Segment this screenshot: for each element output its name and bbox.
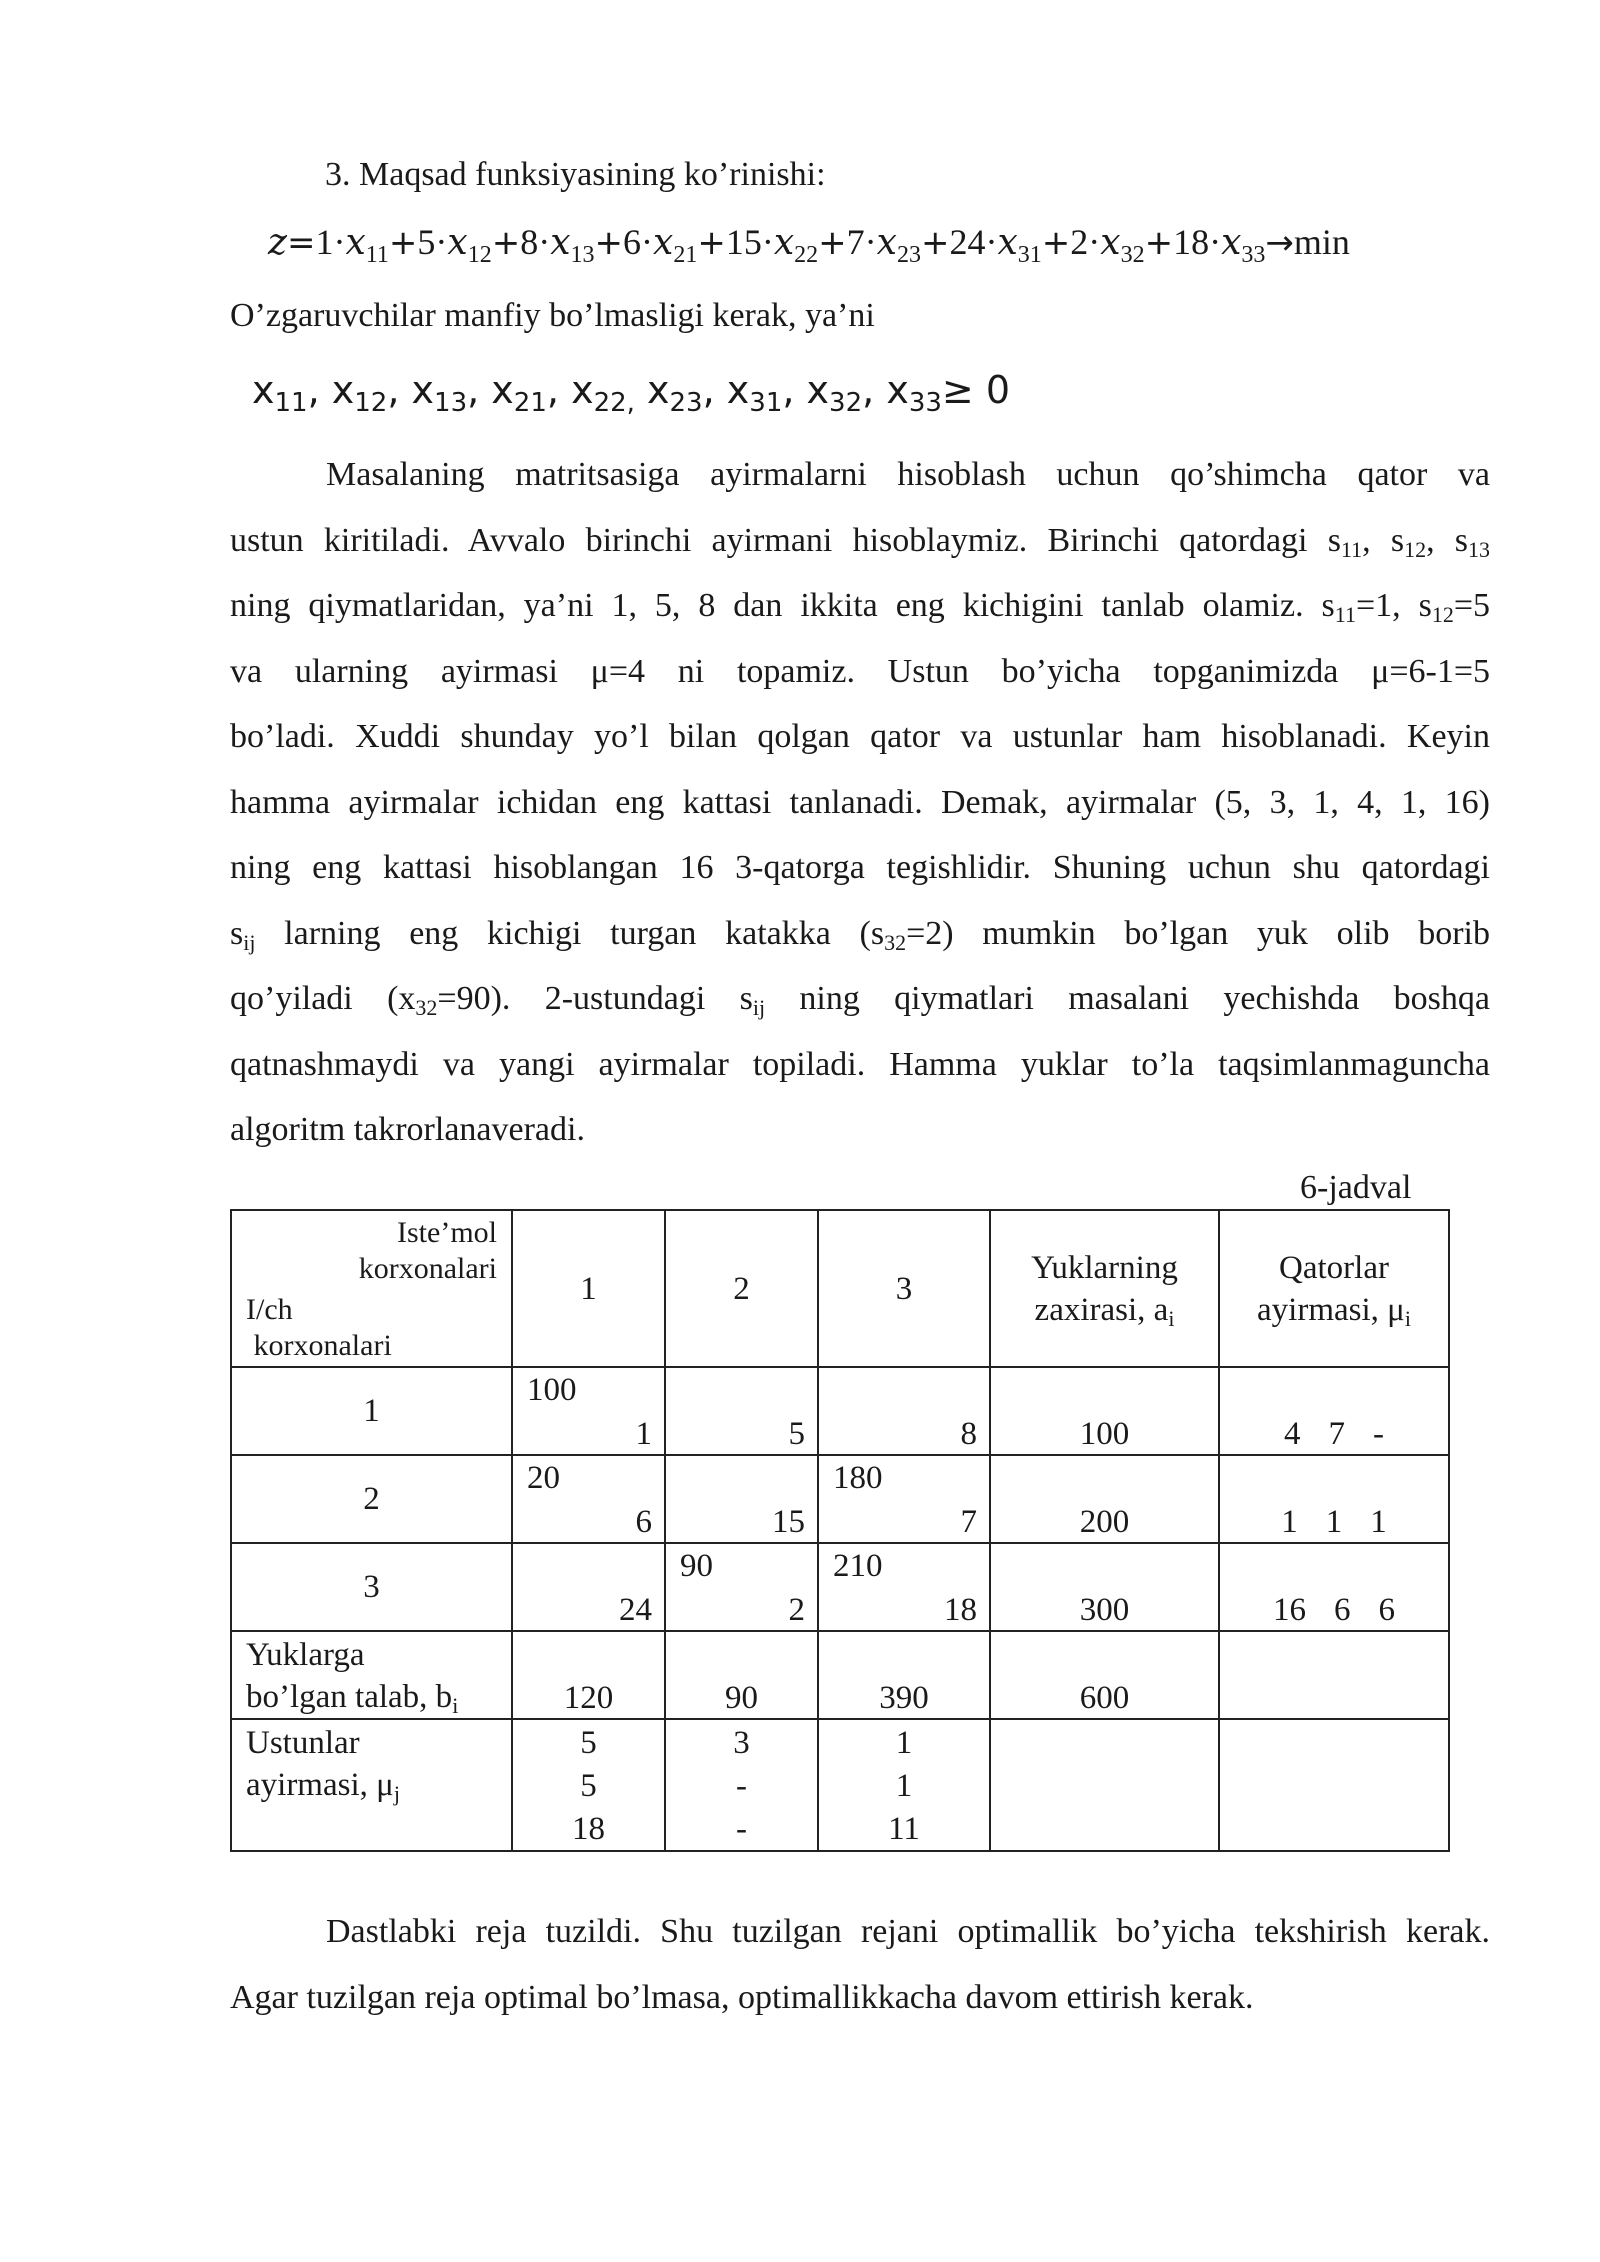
coldiff-value: 5 <box>580 1725 597 1761</box>
subscript: i <box>452 1693 459 1718</box>
demand-value: 390 <box>879 1680 929 1716</box>
objective-plus: + <box>491 223 521 263</box>
objective-coefficient: 15 <box>725 222 762 262</box>
supply-header <box>990 1210 1219 1367</box>
demand-value: 120 <box>563 1680 614 1716</box>
unit-cost-value: 5 <box>788 1416 805 1452</box>
demand-label <box>246 1634 458 1718</box>
multiply-dot: · <box>864 222 877 262</box>
nonneg-variable: x <box>886 368 909 412</box>
objective-variable: x <box>550 222 571 263</box>
unit-cost-value: 2 <box>788 1592 805 1628</box>
para1-line: algoritm takrorlanaveradi. <box>230 1111 585 1148</box>
corner-text: korxonalari <box>246 1329 392 1362</box>
label-text-span: ayirmasi, μ <box>246 1767 394 1803</box>
coldiff-value: 3 <box>733 1725 750 1761</box>
variable-index: 13 <box>570 242 595 268</box>
separator: , <box>546 368 572 412</box>
nonneg-variable-list <box>252 368 942 418</box>
para1-line <box>230 573 1490 639</box>
para1-line <box>230 508 1490 574</box>
para1-line: ning eng kattasi hisoblangan 16 3-qatorga tegishlidir. Shuning uchun shu qatordagi <box>230 849 1490 886</box>
section-heading: 3. Maqsad funksiyasining ko’rinishi: <box>325 156 826 193</box>
supply-value: 200 <box>1079 1504 1130 1540</box>
subscript: 12 <box>1431 602 1454 627</box>
supply-cell <box>990 1543 1219 1631</box>
coldiff-value: 1 <box>895 1725 913 1761</box>
separator: , <box>387 368 412 412</box>
corner-producers <box>246 1292 392 1364</box>
supply-cell <box>990 1367 1219 1455</box>
objective-plus: + <box>818 223 847 263</box>
paragraph-conclusion <box>230 1899 1490 2030</box>
separator: , <box>702 368 727 412</box>
variable-index: 21 <box>673 242 698 268</box>
subscript: i <box>1404 1305 1411 1331</box>
row-diff-value: 1 <box>1325 1504 1343 1540</box>
multiply-dot: · <box>1088 222 1101 262</box>
objective-function <box>268 222 1350 268</box>
text-span: ning qiymatlaridan, ya’ni 1, 5, 8 dan ikkita eng kichigini tanlab olamiz. s <box>230 587 1335 624</box>
multiply-dot: · <box>333 222 346 262</box>
coldiff-cell <box>665 1719 818 1851</box>
coldiff-cell <box>818 1719 990 1851</box>
objective-variable: x <box>345 222 366 263</box>
objective-variable: x <box>773 222 795 263</box>
variable-index: 12 <box>467 242 492 268</box>
variable-index: 23 <box>896 242 921 268</box>
column-header: 2 <box>665 1210 818 1367</box>
paragraph-method <box>230 442 1490 1163</box>
row-diff-value: - <box>1373 1416 1384 1452</box>
subscript: 11 <box>1334 602 1356 627</box>
coldiff-label <box>246 1722 400 1806</box>
objective-plus: + <box>388 223 418 263</box>
allocation-value: 100 <box>527 1372 577 1408</box>
table-header-row <box>231 1210 1449 1367</box>
subscript: 13 <box>1468 536 1490 562</box>
table-row <box>231 1367 1449 1455</box>
objective-z: z <box>268 222 287 263</box>
objective-coefficient: 7 <box>846 222 865 262</box>
nonneg-inequality: ≥ 0 <box>941 368 1011 412</box>
table-caption: 6-jadval <box>1300 1169 1412 1206</box>
text-span: , s <box>1362 521 1405 559</box>
variable-index: 32 <box>829 388 863 418</box>
subscript: i <box>1168 1305 1175 1331</box>
coldiff-stack <box>513 1722 664 1851</box>
variable-index: 32 <box>1120 242 1145 268</box>
separator: , <box>782 368 807 412</box>
demand-cell <box>818 1631 990 1719</box>
unit-cost-value: 24 <box>619 1592 652 1628</box>
unit-cost-value: 1 <box>635 1416 652 1452</box>
objective-coefficient: 1 <box>315 222 334 262</box>
separator: , <box>307 368 332 412</box>
coldiff-value: 11 <box>888 1811 920 1847</box>
row-diff-value: 6 <box>1378 1592 1395 1628</box>
variable-index: 13 <box>434 388 468 418</box>
para1-line <box>230 966 1490 1032</box>
objective-variable: x <box>876 222 897 263</box>
coldiff-value: - <box>736 1811 747 1847</box>
cost-cell <box>818 1543 990 1631</box>
text-span: =5 <box>1453 587 1491 624</box>
header-text <box>991 1289 1218 1331</box>
allocation-value: 180 <box>833 1460 883 1496</box>
variable-index: 22, <box>593 388 635 418</box>
coldiff-stack <box>819 1722 989 1851</box>
para1-line: hamma ayirmalar ichidan eng kattasi tanlanadi. Demak, ayirmalar (5, 3, 1, 4, 1, 16) <box>230 783 1490 821</box>
label-text <box>246 1676 458 1718</box>
nonneg-variable: x <box>252 368 275 412</box>
unit-cost-value: 7 <box>960 1504 977 1540</box>
nonneg-variable: x <box>491 368 514 412</box>
nonneg-variable: x <box>726 368 750 412</box>
subscript: 32 <box>884 929 907 955</box>
corner-text: korxonalari <box>358 1252 497 1285</box>
objective-coefficient: 24 <box>949 222 986 262</box>
objective-variable: x <box>997 222 1018 263</box>
objective-variable: x <box>653 222 674 263</box>
cost-cell <box>512 1543 665 1631</box>
separator <box>635 368 647 412</box>
table-row <box>231 1455 1449 1543</box>
total-value: 600 <box>1079 1680 1130 1716</box>
para1-line: Masalaning matritsasiga ayirmalarni hisoblash uchun qo’shimcha qator va <box>326 456 1490 493</box>
objective-coefficient: 5 <box>417 222 436 262</box>
label-text: Yuklarga <box>246 1637 365 1673</box>
header-text: Qatorlar <box>1279 1249 1389 1286</box>
demand-value: 90 <box>725 1680 758 1716</box>
label-text-span: bo’lgan talab, b <box>246 1679 453 1715</box>
subscript: ij <box>243 929 256 955</box>
objective-goal: min <box>1293 222 1350 262</box>
cost-cell <box>512 1455 665 1543</box>
objective-terms <box>315 222 1266 268</box>
variable-index: 22 <box>794 242 819 268</box>
empty-cell <box>1219 1719 1449 1851</box>
objective-coefficient: 2 <box>1070 222 1089 262</box>
subscript: ij <box>752 995 766 1020</box>
objective-coefficient: 18 <box>1173 222 1210 262</box>
row-diff-cell <box>1219 1455 1449 1543</box>
header-text: Yuklarning <box>1031 1249 1178 1286</box>
row-diff-value: 16 <box>1273 1592 1306 1628</box>
unit-cost-value: 15 <box>772 1504 805 1540</box>
para2-line: Agar tuzilgan reja optimal bo’lmasa, optimallikkacha davom ettirish kerak. <box>230 1978 1254 2016</box>
corner-text: I/ch <box>246 1293 293 1326</box>
supply-cell <box>990 1455 1219 1543</box>
row-diff-cell <box>1219 1367 1449 1455</box>
text-span: , s <box>1426 521 1468 559</box>
objective-plus: + <box>920 223 950 263</box>
empty-cell <box>990 1719 1219 1851</box>
text-span: =90). 2-ustundagi s <box>437 980 753 1017</box>
corner-header-cell <box>231 1210 512 1367</box>
nonneg-variables <box>252 368 1011 418</box>
demand-label-cell <box>231 1631 512 1719</box>
corner-text: Iste’mol <box>397 1216 497 1249</box>
row-label-cell: 2 <box>231 1455 512 1543</box>
unit-cost-value: 6 <box>635 1504 652 1540</box>
variable-index: 23 <box>669 388 703 418</box>
objective-variable: x <box>1221 222 1242 263</box>
label-text <box>246 1764 400 1806</box>
subscript: 12 <box>1404 536 1427 562</box>
subscript: j <box>393 1781 400 1806</box>
nonneg-variable: x <box>806 368 830 412</box>
demand-cell <box>665 1631 818 1719</box>
unit-cost-value: 18 <box>944 1592 977 1628</box>
variable-index: 11 <box>274 388 308 418</box>
multiply-dot: · <box>761 222 774 262</box>
corner-consumers <box>359 1215 497 1287</box>
variable-index: 33 <box>908 388 942 418</box>
column-header: 3 <box>818 1210 990 1367</box>
row-diff-value: 1 <box>1370 1504 1387 1540</box>
separator: , <box>862 368 887 412</box>
variable-index: 21 <box>513 388 547 418</box>
supply-value: 100 <box>1079 1416 1130 1452</box>
variable-index: 31 <box>1017 242 1042 268</box>
coldiff-stack <box>666 1722 817 1851</box>
objective-plus: + <box>1144 223 1174 263</box>
cost-cell <box>665 1367 818 1455</box>
variable-index: 11 <box>365 242 389 268</box>
nonneg-sentence: O’zgaruvchilar manfiy bo’lmasligi kerak, ya’ni <box>230 297 875 334</box>
para2-line: Dastlabki reja tuzildi. Shu tuzilgan rejani optimallik bo’yicha tekshirish kerak. <box>326 1913 1490 1950</box>
multiply-dot: · <box>1209 222 1222 262</box>
allocation-value: 90 <box>680 1548 713 1584</box>
allocation-value: 210 <box>833 1548 883 1584</box>
coldiff-cell <box>512 1719 665 1851</box>
row-diff-value: 1 <box>1281 1504 1298 1540</box>
cost-cell <box>665 1455 818 1543</box>
multiply-dot: · <box>435 222 448 262</box>
text-span: =2) mumkin bo’lgan yuk olib borib <box>906 914 1491 952</box>
multiply-dot: · <box>538 222 551 262</box>
coldiff-value: 5 <box>580 1768 597 1804</box>
cost-cell <box>512 1367 665 1455</box>
row-label-cell: 3 <box>231 1543 512 1631</box>
objective-plus: + <box>1041 223 1071 263</box>
variable-index: 31 <box>749 388 783 418</box>
row-diff-value: 4 <box>1284 1416 1301 1452</box>
label-text: Ustunlar <box>246 1725 360 1761</box>
nonneg-variable: x <box>331 368 355 412</box>
empty-cell <box>1219 1631 1449 1719</box>
separator: , <box>467 368 492 412</box>
multiply-dot: · <box>641 222 654 262</box>
multiply-dot: · <box>985 222 998 262</box>
para1-line: qatnashmaydi va yangi ayirmalar topiladi. Hamma yuklar to’la taqsimlanmaguncha <box>230 1045 1490 1083</box>
para1-line: va ularning ayirmasi μ=4 ni topamiz. Ustun bo’yicha topganimizda μ=6-1=5 <box>230 652 1490 690</box>
objective-plus: + <box>697 223 726 263</box>
column-diff-row <box>231 1719 1449 1851</box>
row-diff-values <box>1220 1590 1448 1630</box>
objective-plus: + <box>594 223 624 263</box>
objective-variable: x <box>447 222 468 263</box>
row-diff-header <box>1219 1210 1449 1367</box>
para1-line <box>230 901 1490 967</box>
coldiff-label-cell <box>231 1719 512 1851</box>
total-cell <box>990 1631 1219 1719</box>
cost-cell <box>665 1543 818 1631</box>
nonneg-variable: x <box>647 368 670 412</box>
text-span: qo’yiladi (x <box>230 980 416 1017</box>
objective-variable: x <box>1100 222 1121 263</box>
coldiff-value: 18 <box>572 1811 605 1847</box>
text-span: larning eng kichigi turgan katakka (s <box>255 914 885 952</box>
text-span: ning qiymatlari masalani yechishda boshqa <box>765 980 1490 1017</box>
unit-cost-value: 8 <box>960 1416 977 1452</box>
row-diff-values <box>1220 1502 1448 1542</box>
subscript: 32 <box>415 995 438 1020</box>
objective-coefficient: 6 <box>623 222 642 262</box>
allocation-value: 20 <box>527 1460 560 1496</box>
text-span: s <box>230 914 244 952</box>
cost-cell <box>818 1455 990 1543</box>
objective-coefficient: 8 <box>520 222 539 262</box>
para1-line: bo’ladi. Xuddi shunday yo’l bilan qolgan qator va ustunlar ham hisoblanadi. Keyin <box>230 718 1490 755</box>
text-span: =1, s <box>1355 587 1432 624</box>
header-text-span: ayirmasi, μ <box>1257 1291 1405 1328</box>
row-diff-value: 7 <box>1328 1416 1345 1452</box>
row-diff-cell <box>1219 1543 1449 1631</box>
row-diff-values <box>1220 1414 1448 1454</box>
table-row <box>231 1543 1449 1631</box>
demand-cell <box>512 1631 665 1719</box>
header-text <box>1220 1289 1448 1331</box>
objective-equals: = <box>286 223 316 263</box>
nonneg-variable: x <box>411 368 435 412</box>
text-span: ustun kiritiladi. Avvalo birinchi ayirmani hisoblaymiz. Birinchi qatordagi s <box>230 521 1341 559</box>
coldiff-value: - <box>736 1768 747 1804</box>
demand-row <box>231 1631 1449 1719</box>
transport-table <box>230 1209 1450 1852</box>
cost-cell <box>818 1367 990 1455</box>
subscript: 11 <box>1340 536 1363 562</box>
objective-arrow: → <box>1265 223 1294 263</box>
column-header: 1 <box>512 1210 665 1367</box>
supply-value: 300 <box>1079 1592 1130 1628</box>
nonneg-variable: x <box>571 368 594 412</box>
variable-index: 12 <box>354 388 388 418</box>
header-text-span: zaxirasi, a <box>1034 1291 1169 1328</box>
row-diff-value: 6 <box>1334 1592 1351 1628</box>
coldiff-value: 1 <box>895 1768 913 1804</box>
row-label-cell: 1 <box>231 1367 512 1455</box>
variable-index: 33 <box>1241 242 1266 268</box>
table-body <box>231 1367 1449 1631</box>
